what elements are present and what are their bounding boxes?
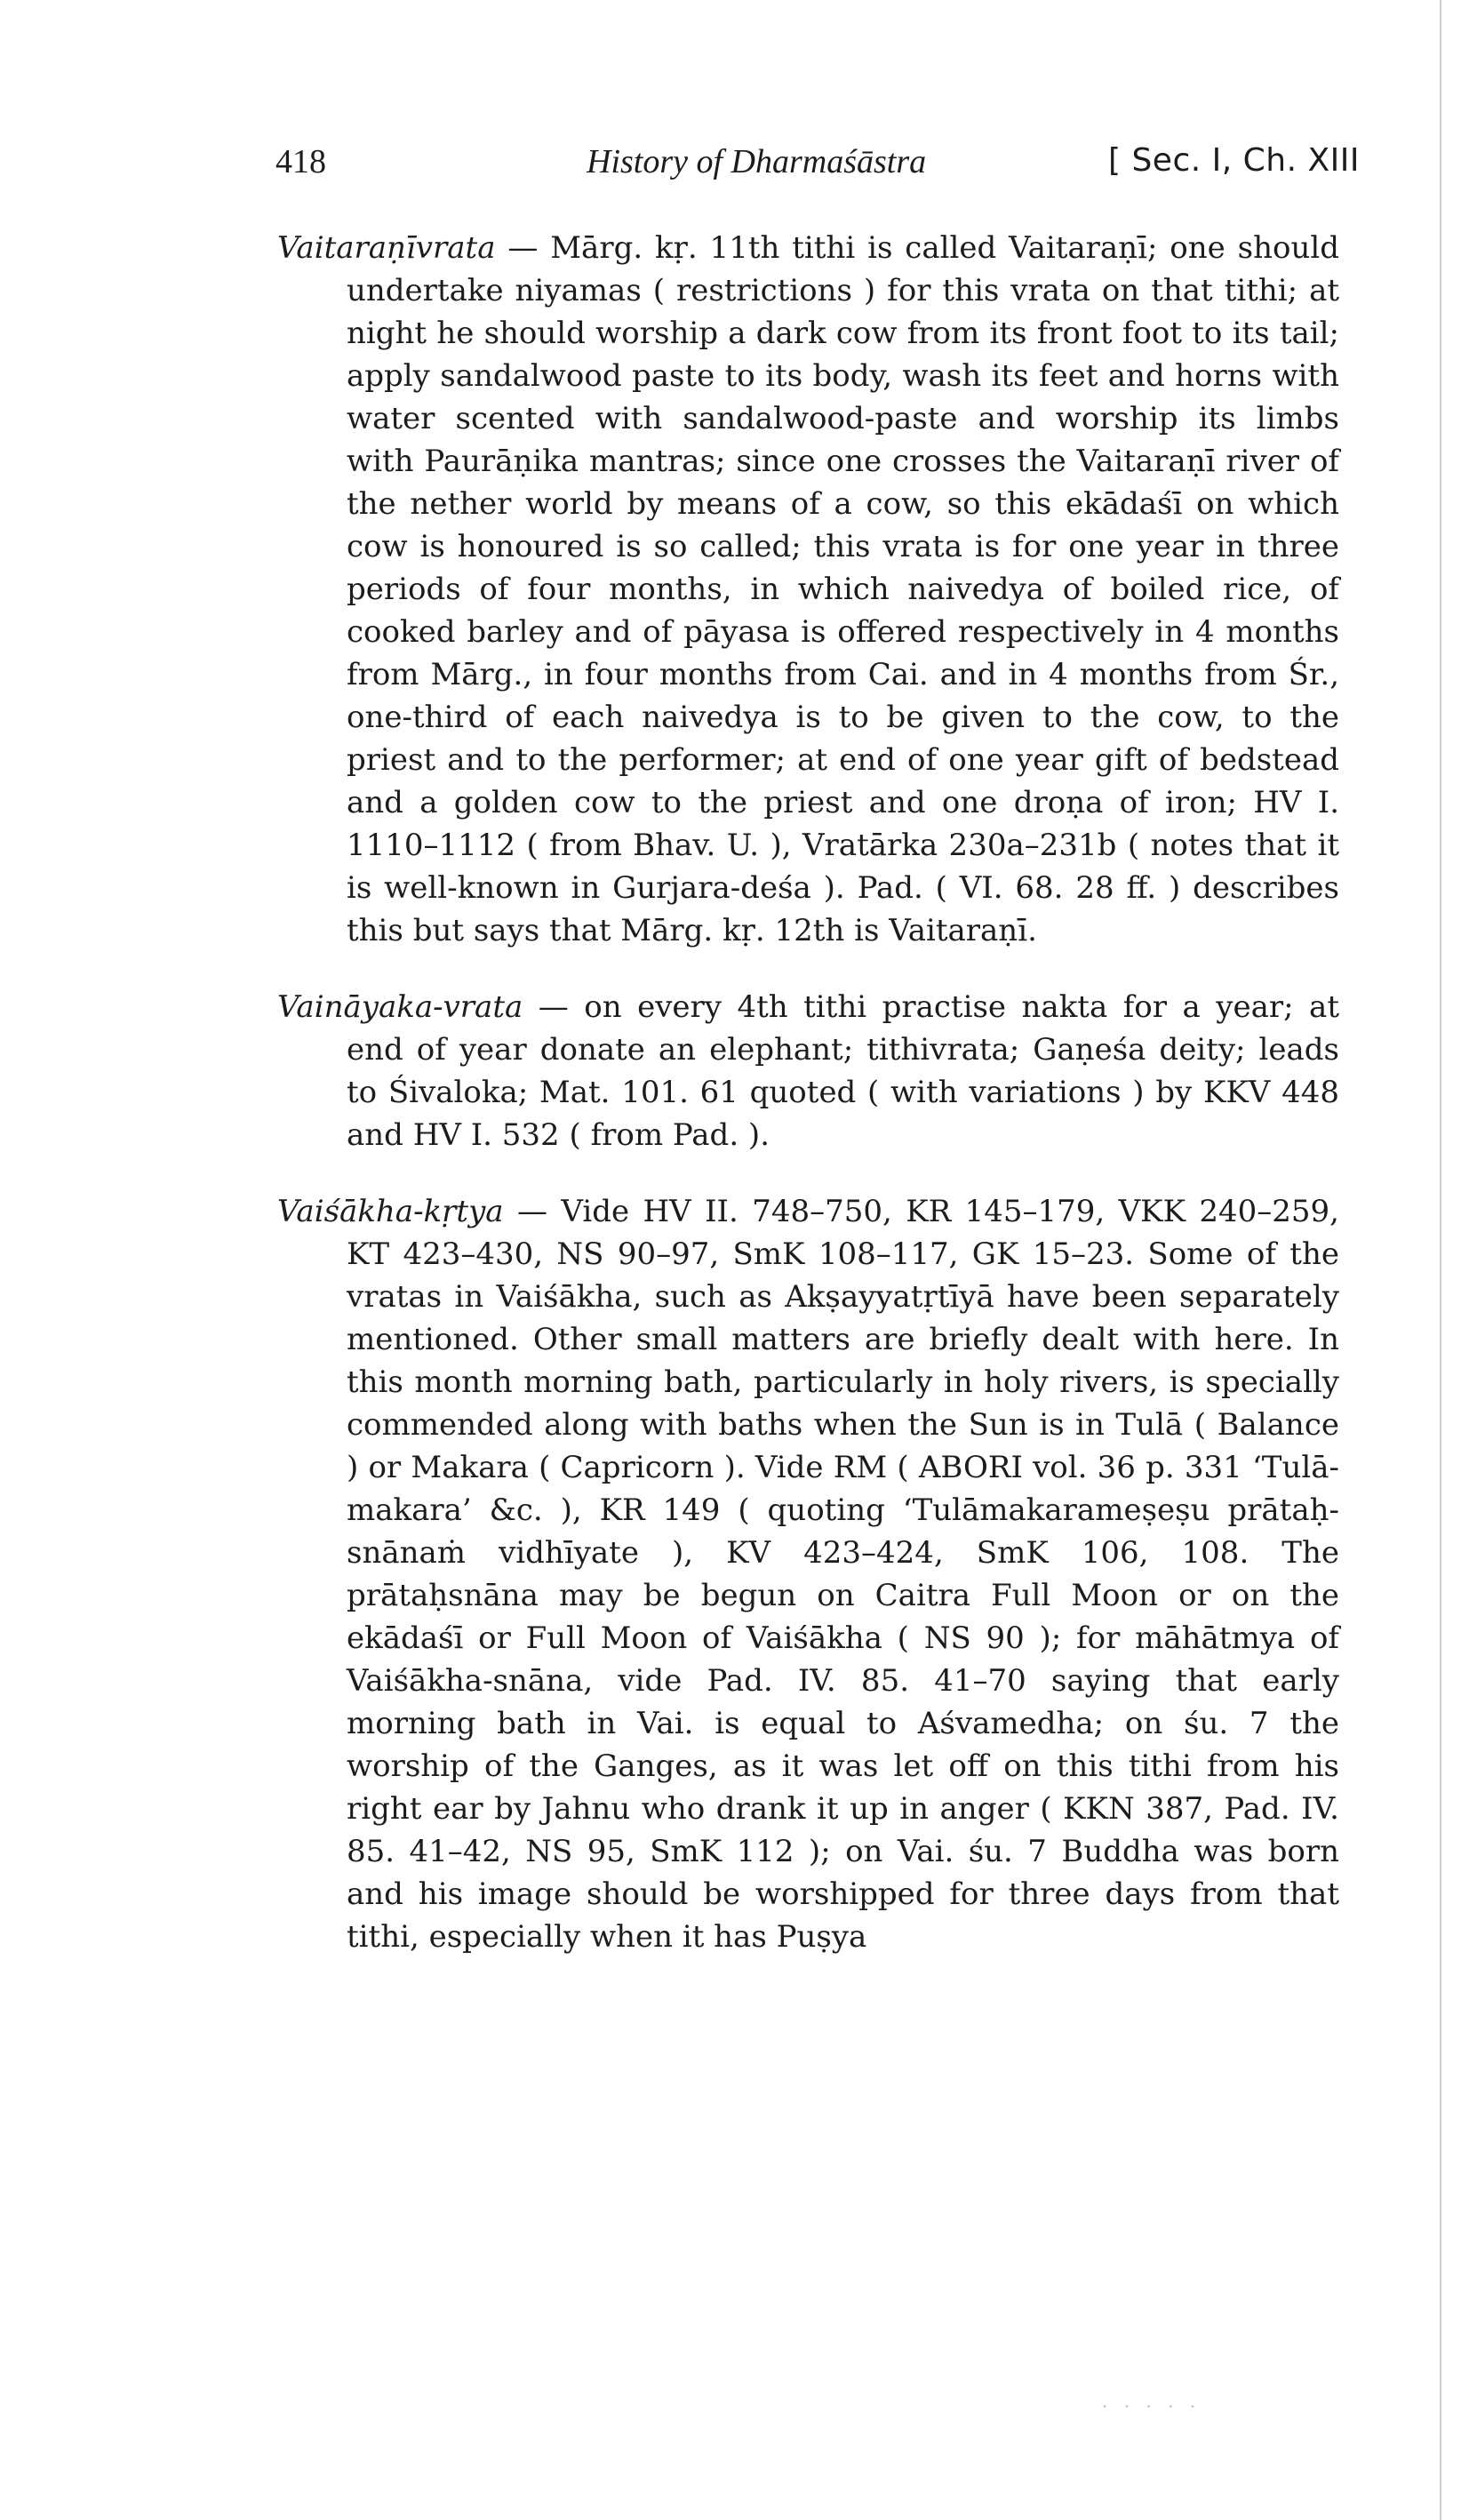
entry-paragraph [277, 1190, 1339, 1958]
running-title: History of Dharmaśāstra [587, 143, 927, 180]
entry-body: — Vide HV II. 748–750, KR 145–179, VKK 240–259, KT 423–430, NS 90–97, SmK 108–117, GK 15–23. Some of the vratas in Vaiśākha, such as Akṣayyatṛtīyā have been separately mentioned. Other small matters are briefly dealt with here. In this month morning bath, particularly in holy rivers, is specially commended along with baths when the Sun is in Tulā ( Balance ) or Makara ( Capricorn ). Vide RM ( ABORI vol. 36 p. 331 ‘Tulā-makara’ &c. ), KR 149 ( quoting ‘Tulāmakarameṣeṣu prātaḥ-snānaṁ vidhīyate ), KV 423–424, SmK 106, 108. The prātaḥsnāna may be begun on Caitra Full Moon or on the ekādaśī or Full Moon of Vaiśākha ( NS 90 ); for māhātmya of Vaiśākha-snāna, vide Pad. IV. 85. 41–70 saying that early morning bath in Vai. is equal to Aśvamedha; on śu. 7 the worship of the Ganges, as it was let off on this tithi from his right ear by Jahnu who drank it up in anger ( KKN 387, Pad. IV. 85. 41–42, NS 95, SmK 112 ); on Vai. śu. 7 Buddha was born and his image should be worshipped for three days from that tithi, especially when it has Puṣya [347, 1194, 1339, 1955]
page-number: 418 [275, 143, 326, 180]
entry-list [277, 227, 1339, 1992]
entry-headword: Vaināyaka-vrata [277, 989, 523, 1025]
entry-vaitaranivrata [277, 227, 1339, 952]
entry-headword: Vaitaraṇīvrata [277, 230, 496, 266]
scan-edge-line [1440, 0, 1441, 2520]
entry-paragraph [277, 986, 1339, 1156]
entry-vainayaka-vrata [277, 986, 1339, 1156]
entry-body: — Mārg. kṛ. 11th tithi is called Vaitaraṇī; one should undertake niyamas ( restrictions ) for this vrata on that tithi; at night he should worship a dark cow from its front foot to its tail; apply sandalwood paste to its body, wash its feet and horns with water scented with sandalwood-paste and worship its limbs with Paurāṇika mantras; since one crosses the Vaitaraṇī river of the nether world by means of a cow, so this ekādaśī on which cow is honoured is so called; this vrata is for one year in three periods of four months, in which naivedya of boiled rice, of cooked barley and of pāyasa is offered respectively in 4 months from Mārg., in four months from Cai. and in 4 months from Śr., one-third of each naivedya is to be given to the cow, to the priest and to the performer; at end of one year gift of bedstead and a golden cow to the priest and one droṇa of iron; HV I. 1110–1112 ( from Bhav. U. ), Vratārka 230a–231b ( notes that it is well-known in Gurjara-deśa ). Pad. ( VI. 68. 28 ff. ) describes this but says that Mārg. kṛ. 12th is Vaitaraṇī. [347, 230, 1339, 948]
entry-headword: Vaiśākha-kṛtya [277, 1194, 504, 1229]
page-header [275, 142, 1360, 196]
section-reference: [ Sec. I, Ch. XIII [1107, 142, 1360, 179]
entry-body: — on every 4th tithi practise nakta for a year; at end of year donate an elephant; tithivrata; Gaṇeśa deity; leads to Śivaloka; Mat. 101. 61 quoted ( with variations ) by KKV 448 and HV I. 532 ( from Pad. ). [347, 989, 1339, 1153]
entry-paragraph [277, 227, 1339, 952]
scan-specks: · · · · · [1102, 2396, 1202, 2417]
entry-vaisakha-krtya [277, 1190, 1339, 1958]
